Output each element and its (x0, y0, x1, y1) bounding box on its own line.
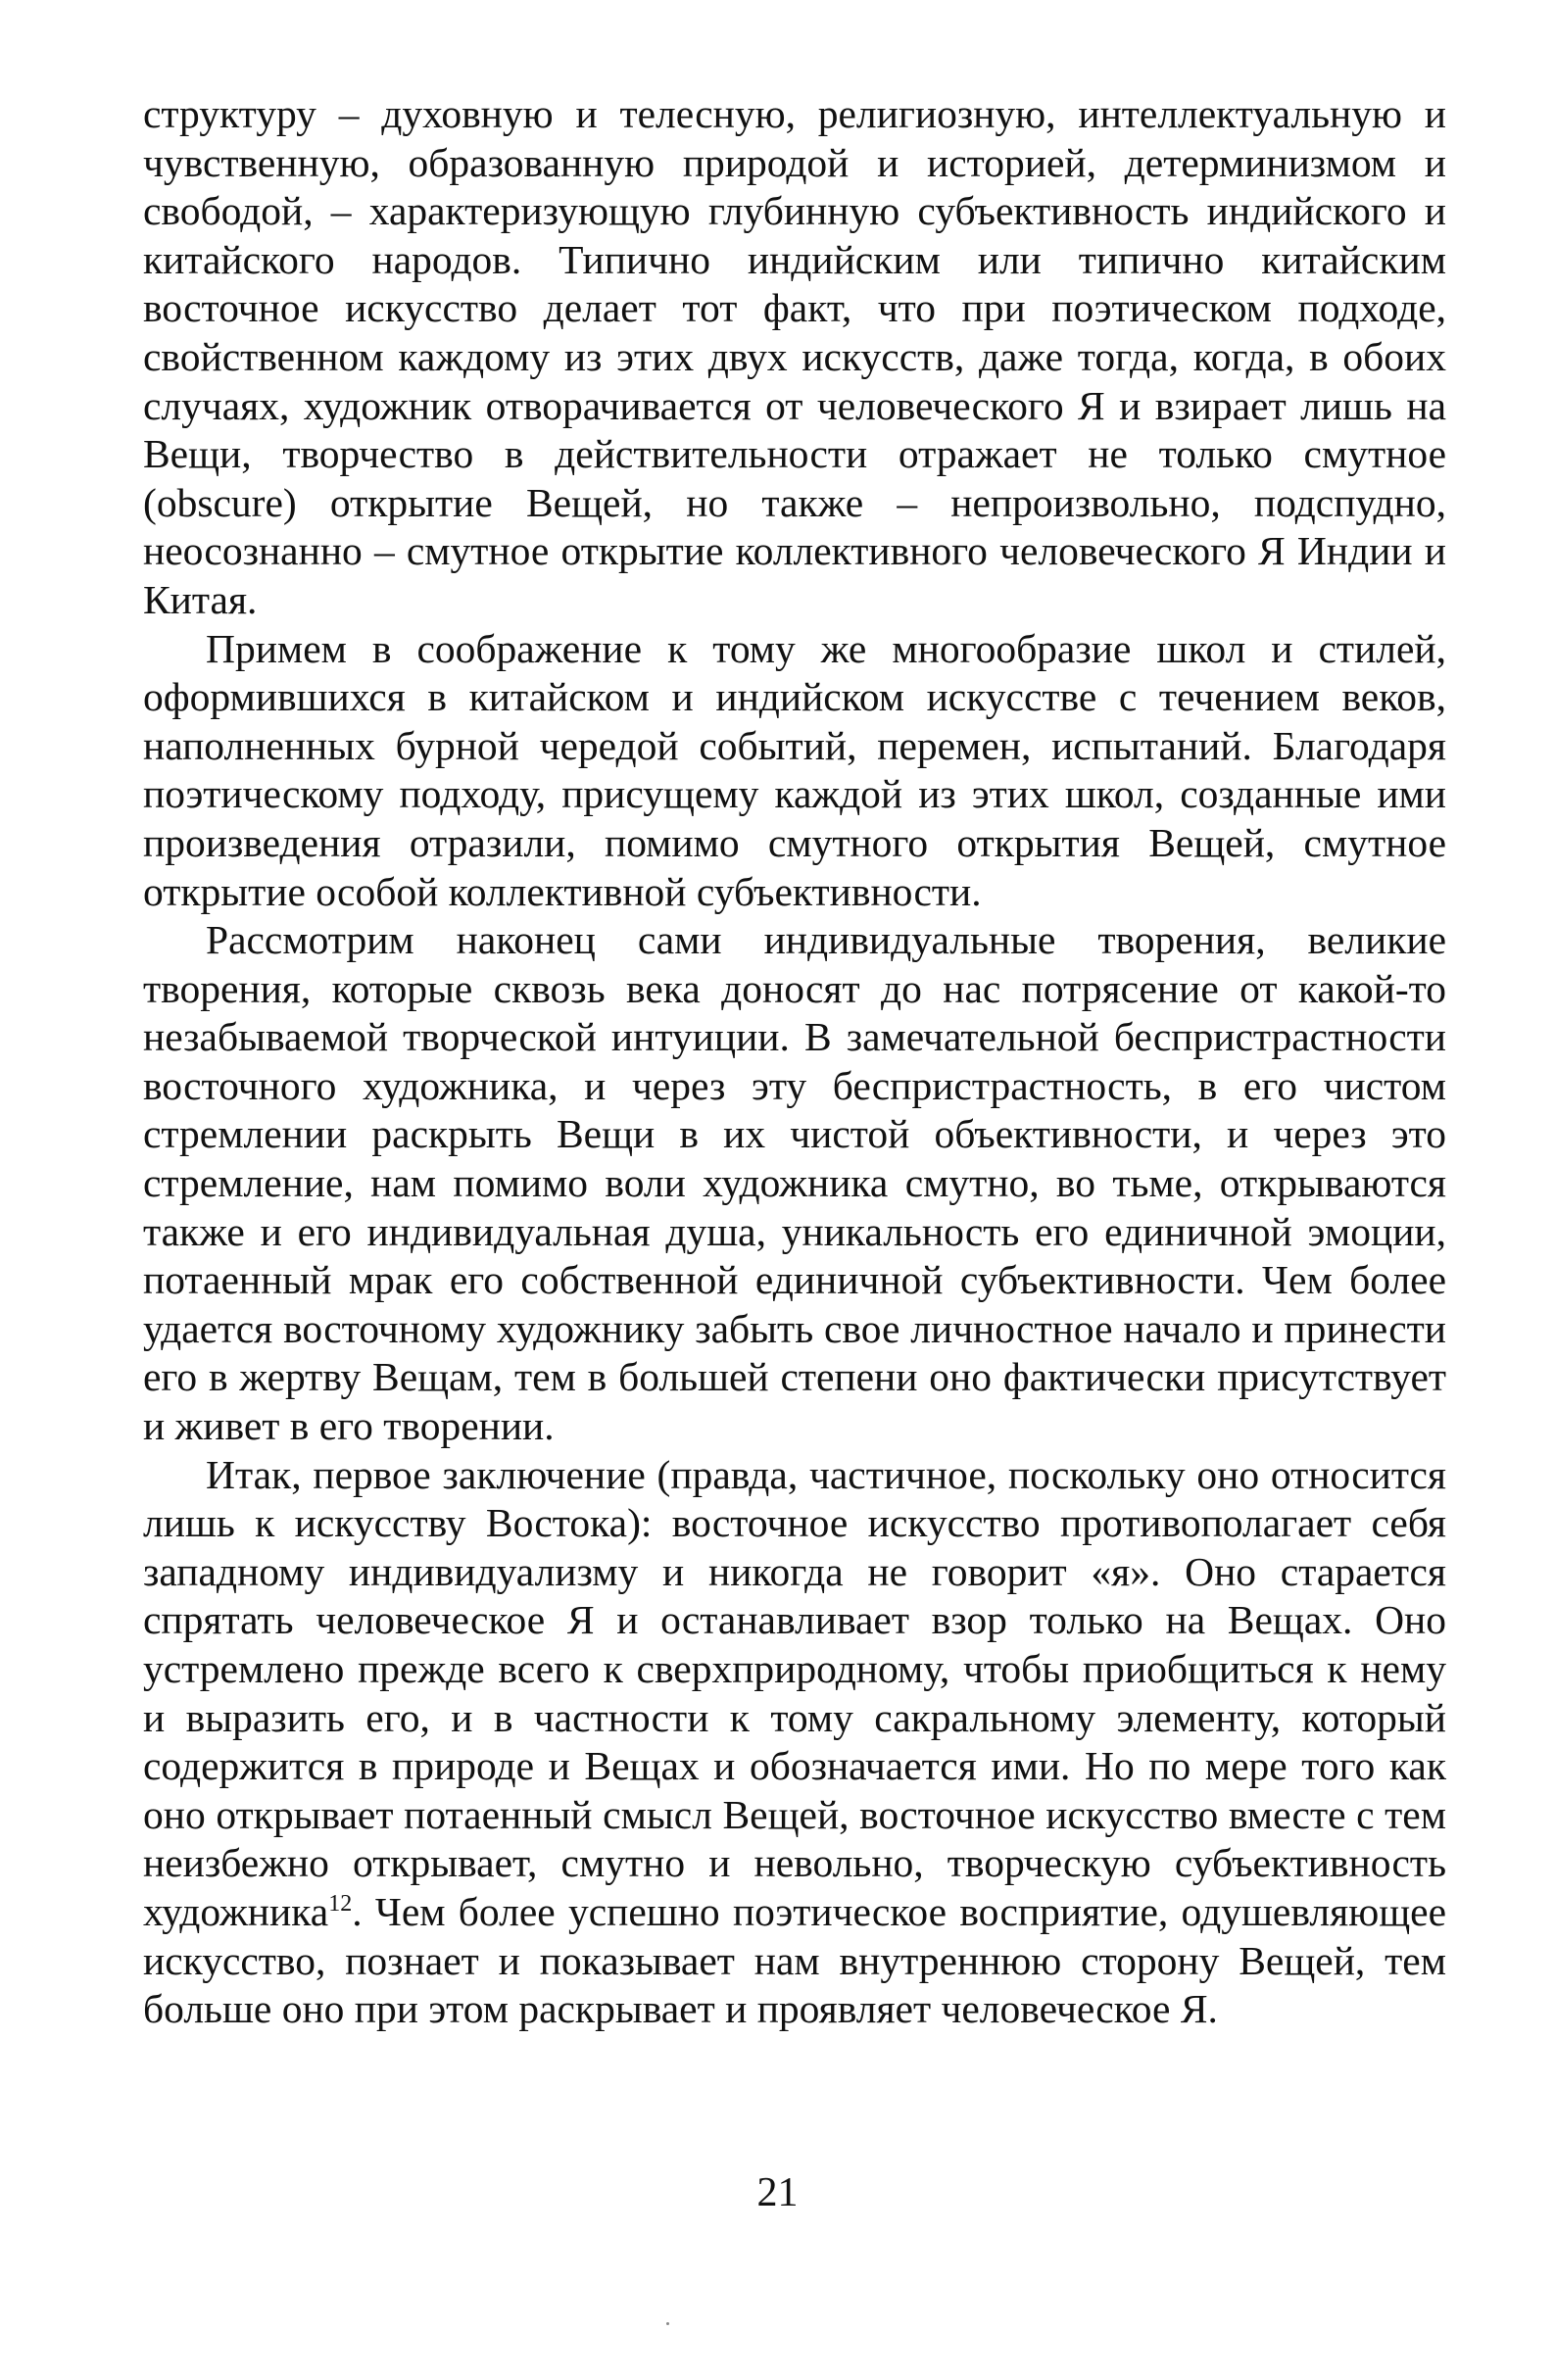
footnote-reference: 12 (328, 1891, 353, 1918)
paragraph-1: структуру – духовную и телесную, религиозную, интеллектуальную и чувственную, образованную природой и историей, детерминизмом и свободой, – характеризующую глубинную субъективность индийского и китайского народов. Типично индийским или типично китайским восточное искусство делает тот факт, что при поэтическом подходе, свойственном каждому из этих двух искусств, даже тогда, когда, в обоих случаях, художник отворачивается от человеческого Я и взирает лишь на Вещи, творчество в действительности отражает не только смутное (obscure) открытие Вещей, но также – непроизвольно, подспудно, неосознанно – смутное открытие коллективного человеческого Я Индии и Китая. (143, 91, 1446, 622)
paragraph-3: Рассмотрим наконец сами индивидуальные творения, великие творения, которые сквозь века доносят до нас потрясение от какой-то незабываемой творческой интуиции. В замечательной беспристрастности восточного художника, и через эту беспристрастность, в его чистом стремлении раскрыть Вещи в их чистой объективности, и через это стремление, нам помимо воли художника смутно, во тьме, открываются также и его индивидуальная душа, уникальность его единичной эмоции, потаенный мрак его собственной единичной субъективности. Чем более удается восточному художнику забыть свое личностное начало и принести его в жертву Вещам, тем в большей степени оно фактически присутствует и живет в его творении. (143, 917, 1446, 1449)
scan-speck (666, 2322, 669, 2325)
paragraph-4 (143, 1451, 1446, 2034)
page-body (143, 90, 1446, 2034)
paragraph-2: Примем в соображение к тому же многообразие школ и стилей, оформившихся в китайском и индийском искусстве с течением веков, наполненных бурной чередой событий, перемен, испытаний. Благодаря поэтическому подходу, присущему каждой из этих школ, созданные ими произведения отразили, помимо смутного открытия Вещей, смутное открытие особой коллективной субъективности. (143, 625, 1446, 914)
page-number: 21 (756, 2170, 799, 2215)
paragraph-4-text-b: . Чем более успешно поэтическое восприятие, одушевляющее искусство, познает и показывает нам внутреннюю сторону Вещей, тем больше оно при этом раскрывает и проявляет человеческое Я. (143, 1888, 1446, 2032)
paragraph-4-text-a: Итак, первое заключение (правда, частичное, поскольку оно относится лишь к искусству Востока): восточное искусство противополагает себя западному индивидуализму и никогда не говорит «я». Оно старается спрятать человеческое Я и останавливает взор только на Вещах. Оно устремлено прежде всего к сверхприродному, чтобы приобщиться к нему и выразить его, и в частности к тому сакральному элементу, который содержится в природе и Вещах и обозначается ими. Но по мере того как оно открывает потаенный смысл Вещей, восточное искусство вместе с тем неизбежно открывает, смутно и невольно, творческую субъективность художника (143, 1451, 1446, 1934)
